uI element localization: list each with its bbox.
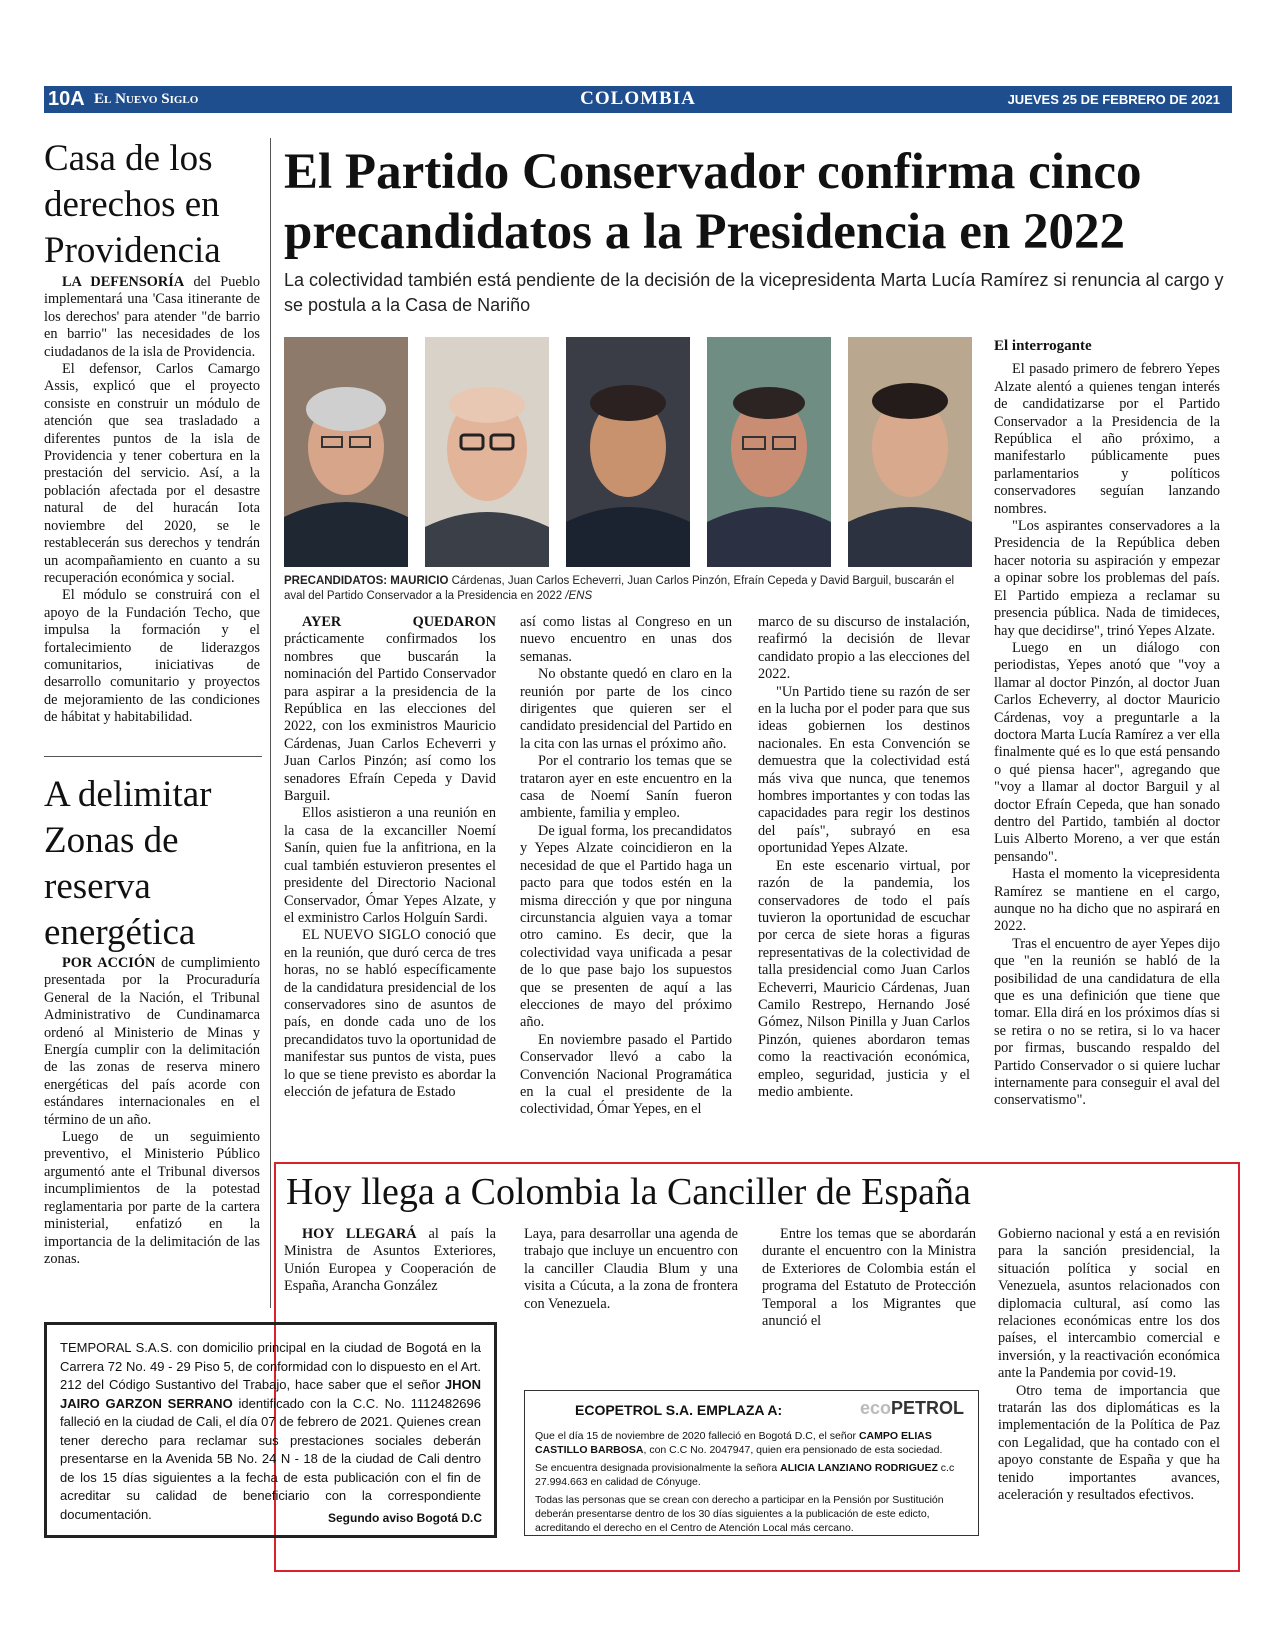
photo-precandidate-4 (707, 337, 831, 567)
section-subhead: El interrogante (994, 338, 1092, 354)
page-number: 10A (48, 88, 85, 110)
sidebar1-text: LA DEFENSORÍA del Pueblo implementará una 'Casa itinerante de los derechos' para atender "de barrio en barrio" las necesidades de los ciudadanos de la isla de Providencia. El defensor, Carlos Camargo Assis, explicó que el proyecto consiste en construir un módulo de atención que sea trasladado a diferentes puntos de la isla de Providencia y tener cobertura en la prestación del servicio. Así, a la población afectada por el desastre natural de del huracán Iota noviembre del 2020, se le restablecerán sus derechos y tendrán un acompañamiento en cuanto a su recuperación económica y social. El módulo se construirá con el apoyo de la Fundación Techo, que impulsa la formación y el fortalecimiento de liderazgos comunitarios, iniciativas de desarrollo comunitario y proyectos de mejoramiento de las condiciones de hábitat y habitabilidad. (44, 274, 260, 726)
sidebar2-lead: POR ACCIÓN (62, 955, 156, 971)
column-rule-left (270, 138, 271, 1308)
article-column-2: así como listas al Congreso en un nuevo encuentro en unas dos semanas. No obstante quedó en claro en la reunión por parte de los cinco dirigentes que quieren ser el candidato presidencial del Partido en la cita con las urnas el próximo año. Por el contrario los temas que se trataron ayer en este encuentro en la casa de Noemí Sanín fueron ambiente, familia y empleo. De igual forma, los precandidatos y Yepes Alzate coincidieron en la necesidad de que el Partido haga un pacto para que todos estén en la misma dirección y que por ninguna circunstancia alguien vaya a tomar otro camino. Es decir, que la colectividad vaya unificada a pesar de lo que pase bajo los supuestos que se presenten de aquí a las elecciones de mayo del próximo año. En noviembre pasado el Partido Conservador llevó a cabo la Convención Nacional Programática en la cual el presidente de la colectividad, Ómar Yepes, en el (520, 614, 732, 1118)
box-column-2: Laya, para desarrollar una agenda de trabajo que incluye un encuentro con la canciller Claudia Blum y una visita a Cúcuta, a la zona de frontera con Venezuela. (524, 1226, 738, 1312)
box-column-4: Gobierno nacional y está a en revisión para la sanción presidencial, la situación política y social en Venezuela, asuntos relacionados con diplomacia cultural, así como las relaciones económicas entre los dos países, el intercambio comercial e inversión, y la reactivación económica ante la Pandemia por covid-19. Otro tema de importancia que tratarán las dos diplomáticas es la implementación de la Política de Paz con Legalidad, que ha contado con el apoyo constante de España y que ha tenido importantes avances, aceleración y resultados efectivos. (998, 1226, 1220, 1504)
main-subtitle: La colectividad también está pendiente de la decisión de la vicepresidenta Marta Lucía Ramírez si renuncia al cargo y se postula a la Casa de Nariño (284, 270, 1224, 315)
sidebar1-lead: LA DEFENSORÍA (62, 274, 185, 290)
publication-name: El Nuevo Siglo (94, 91, 199, 107)
legal-notice-ecopetrol: ECOPETROL S.A. EMPLAZA A: ecoPETROL Que el día 15 de noviembre de 2020 falleció en Bogotá D.C, el señor CAMPO ELIAS CASTILLO BARBOSA, con C.C No. 2047947, quien era pensionado de esta sociedad. Se encuentra designada provisionalmente la señora ALICIA LANZIANO RODRIGUEZ c.c 27.994.663 en calidad de Cónyuge. Todas las personas que se crean con derecho a participar en la Pensión por Sustitución deberán presentarse dentro de los 30 días siguientes a la publicación de este edicto, acreditando el derecho en el Centro de Atención Local más cercano. (524, 1390, 979, 1536)
box-column-3: Entre los temas que se abordarán durante el encuentro con la Ministra de Exteriores de Colombia están el programa del Estatuto de Protección Temporal a los Migrantes que anunció el (762, 1226, 976, 1330)
sidebar1-title: Casa de los derechos en Providencia (44, 138, 221, 271)
photo-caption: PRECANDIDATOS: MAURICIO Cárdenas, Juan Carlos Echeverri, Juan Carlos Pinzón, Efraín Cepeda y David Barguil, buscarán el aval del Partido Conservador a la Presidencia en 2022 /ENS (284, 575, 955, 602)
photo-precandidate-3 (566, 337, 690, 567)
box-column-1: HOY LLEGARÁ al país la Ministra de Asuntos Exteriores, Unión Europea y Cooperación de España, Arancha González (284, 1226, 497, 1295)
notice-title: ECOPETROL S.A. EMPLAZA A: (575, 1402, 783, 1418)
notice-footer: Segundo aviso Bogotá D.C (327, 1510, 482, 1525)
article-column-4: El interrogante El pasado primero de febrero Yepes Alzate alentó a quienes tengan interés de candidatizarse por el Partido Conservador a la Presidencia de la República el año próximo, a manifestarlo públicamente pues parlamentarios y políticos conservadores seguían lanzando nombres. "Los aspirantes conservadores a la Presidencia de la República deben hacer notoria su aspiración y empezar a opinar sobre los problemas del país. El Partido empieza a reclamar su presencia pública. Nada de timideces, hay que decidirse", trinó Yepes Alzate. Luego en un diálogo con periodistas, Yepes anotó que "voy a llamar al doctor Pinzón, al doctor Juan Carlos Echeverry, al doctor Mauricio Cárdenas, voy a preguntarle a la doctora Marta Lucía Ramírez a ver ella finalmente qué es lo que está pensando o qué piensa hacer", agregando que "voy a llamar al doctor Barguil y al doctor Efraín Cepeda, que han sonado dentro del Partido, también al doctor Luis Alberto Moreno, a ver que están pensando". Hasta el momento la vicepresidenta Ramírez se mantiene en el cargo, aunque no ha dicho que no aspirará en 2022. Tras el encuentro de ayer Yepes dijo que "en la reunión se habló de la posibilidad de una candidatura de ella que es una definición que tiene que tomar. Ella dirá en los próximos días si se retira o no se retira, si lo va hacer por firmas, buscando respaldo del Partido Conservador o si quiere luchar internamente para conseguir el aval del conservatismo". (994, 338, 1220, 1109)
sidebar-divider (44, 756, 262, 757)
photo-precandidate-1 (284, 337, 408, 567)
article-column-1: AYER QUEDARON prácticamente confirmados los nombres que buscarán la nominación del Partido Conservador para aspirar a la presidencia de la República en las elecciones del 2022, con los exministros Mauricio Cárdenas, Juan Carlos Echeverri y Juan Carlos Pinzón; así como los senadores Efraín Cepeda y David Barguil. Ellos asistieron a una reunión en la casa de la excanciller Noemí Sanín, quien fue la anfitriona, en la cual también estuvieron presentes el presidente del Directorio Nacional Conservador, Ómar Yepes Alzate, y el exministro Carlos Holguín Sardi. EL NUEVO SIGLO conoció que en la reunión, que duró cerca de tres horas, no se habló específicamente de la candidatura presidencial de los conservadores sino de asuntos de país, en donde cada uno de los precandidatos tuvo la oportunidad de manifestar sus puntos de vista, pues lo que se tiene previsto es abordar la elección de jefatura de Estado (284, 614, 497, 1100)
sidebar2-text: POR ACCIÓN de cumplimiento presentada por la Procuraduría General de la Nación, el Tribunal Administrativo de Cundinamarca ordenó al Ministerio de Minas y Energía cumplir con la delimitación de las zonas de reserva minero energéticas del país acorde con estándares internacionales en el término de un año. Luego de un seguimiento preventivo, el Ministerio Público argumentó ante el Tribunal diversos incumplimientos de la potestad reglamentaria por parte de la cartera ministerial, enfatizó en la importancia de la delimitación de las zonas. (44, 955, 260, 1267)
main-headline: El Partido Conservador confirma cinco precandidatos a la Presidencia en 2022 (284, 144, 1142, 260)
article-column-3: marco de su discurso de instalación, reafirmó la decisión de llevar candidato propio a las elecciones del 2022. "Un Partido tiene su razón de ser en la lucha por el poder para que sus ideas gobiernen los destinos nacionales. En esta Convención se demuestra que la colectividad está más viva que nunca, que tenemos hombres importantes y con todas las capacidades para regir los destinos del país", subrayó en esa oportunidad Yepes Alzate. En este escenario virtual, por razón de la pandemia, los conservadores de todo el país tuvieron la oportunidad de escuchar por cerca de siete horas a figuras representativas de la colectividad de talla presidencial como Juan Carlos Echeverri, Mauricio Cárdenas, Juan Camilo Restrepo, Hernando José Gómez, Nilson Pinilla y Juan Carlos Pinzón, quienes abordaron temas como la reactivación económica, empleo, seguridad, justicia y el medio ambiente. (758, 614, 970, 1100)
issue-date: JUEVES 25 DE FEBRERO DE 2021 (1007, 92, 1220, 107)
legal-notice-temporal: TEMPORAL S.A.S. con domicilio principal en la ciudad de Bogotá en la Carrera 72 No. 49 - 29 Piso 5, de conformidad con lo dispuesto en el Art. 212 del Código Sustantivo del Trabajo, hace saber que el señor JHON JAIRO GARZON SERRANO identificado con la C.C. No. 1112482696 falleció en la ciudad de Cali, el día 07 de febrero de 2021. Quienes crean tener derecho para reclamar sus prestaciones sociales deberán presentarse en la Avenida 5B No. 24 N - 18 de la ciudad de Cali dentro de los 15 días siguientes a la fecha de esta publicación con el fin de acreditar su calidad de beneficiario con la correspondiente documentación. Segundo aviso Bogotá D.C (44, 1322, 497, 1538)
ecopetrol-logo: ecoPETROL (859, 1398, 964, 1418)
sidebar2-title: A delimitar Zonas de reserva energética (44, 774, 212, 953)
photo-precandidate-2 (425, 337, 549, 567)
section-name: COLOMBIA (580, 88, 696, 109)
photo-precandidate-5 (848, 337, 972, 567)
box-headline: Hoy llega a Colombia la Canciller de España (286, 1171, 971, 1213)
page-header (44, 86, 1232, 113)
